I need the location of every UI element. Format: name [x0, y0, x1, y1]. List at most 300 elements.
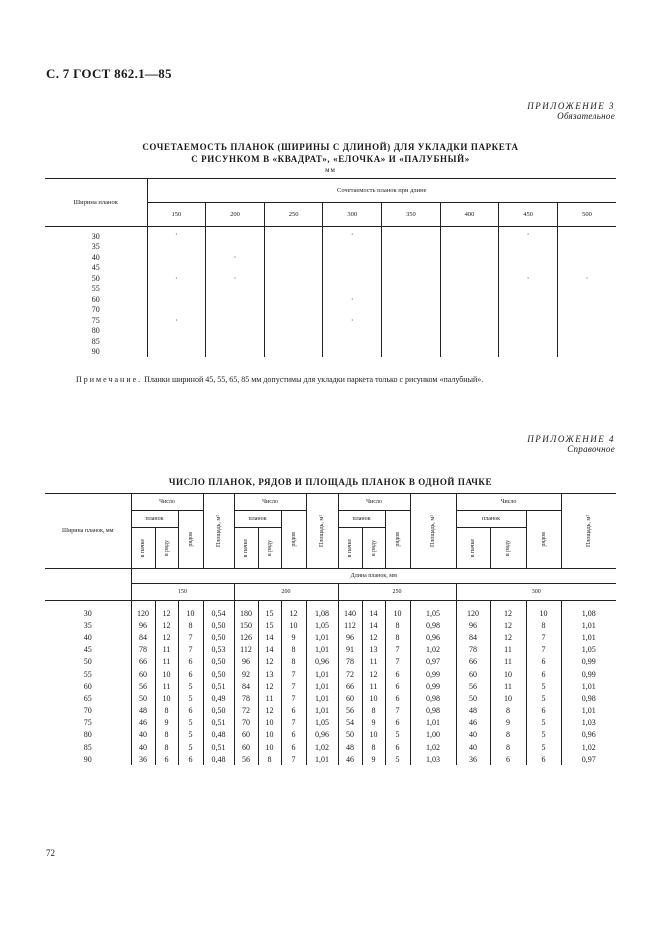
- width-header: [45, 494, 131, 569]
- width-value: 70: [45, 305, 147, 316]
- width-value: 40: [45, 252, 147, 263]
- compat-mark: [382, 347, 441, 358]
- planks-in-pack: 46: [456, 717, 490, 729]
- compat-mark: [557, 252, 616, 263]
- compat-mark: [206, 284, 265, 295]
- compat-mark: [206, 315, 265, 326]
- sub-label-text: в пачке: [347, 538, 353, 558]
- table1-row: [45, 242, 616, 253]
- compat-mark: [499, 315, 558, 326]
- length-header: Длина планок, мм: [131, 569, 616, 584]
- width-value: 45: [45, 644, 131, 656]
- table2-row: [45, 680, 616, 692]
- note-label: Примечание.: [76, 375, 143, 384]
- planks-in-pack: 96: [456, 619, 490, 631]
- sub-label-text: в ряду: [505, 539, 511, 557]
- area-value: 1,05: [306, 717, 338, 729]
- compat-mark: [557, 347, 616, 358]
- planks-in-pack: 66: [456, 656, 490, 668]
- planks-header: планок: [456, 511, 526, 528]
- compat-mark: [323, 273, 382, 284]
- width-value: 55: [45, 284, 147, 295]
- rows-count: 10: [385, 601, 410, 620]
- width-value: 80: [45, 729, 131, 741]
- compat-mark: [499, 263, 558, 274]
- table1-row: [45, 305, 616, 316]
- planks-in-row: 8: [362, 741, 385, 753]
- table1-row: [45, 263, 616, 274]
- planks-in-row: 12: [258, 705, 281, 717]
- planks-in-pack: 72: [338, 668, 362, 680]
- planks-in-pack: 36: [131, 753, 155, 765]
- compat-mark: ·: [323, 227, 382, 242]
- area-value: 0,51: [203, 741, 234, 753]
- compat-mark: ·: [147, 315, 206, 326]
- width-value: 70: [45, 705, 131, 717]
- planks-in-row: 9: [362, 717, 385, 729]
- area-value: 1,08: [306, 601, 338, 620]
- area-value: 0,48: [203, 729, 234, 741]
- area-header-text: Площадь, м²: [585, 515, 592, 547]
- width-value: 85: [45, 741, 131, 753]
- sub-label-text: в ряду: [163, 539, 170, 557]
- planks-in-pack: 150: [234, 619, 258, 631]
- compat-mark: [382, 252, 441, 263]
- width-value: 90: [45, 347, 147, 358]
- number-header: Число: [234, 494, 306, 511]
- planks-in-pack: 60: [234, 741, 258, 753]
- rows-count: 6: [385, 680, 410, 692]
- planks-in-row: 11: [362, 680, 385, 692]
- planks-in-row: 9: [490, 717, 526, 729]
- planks-in-pack: 70: [234, 717, 258, 729]
- planks-in-pack: 78: [338, 656, 362, 668]
- length-header: Сочетаемость планок при длине: [147, 179, 616, 203]
- compat-mark: [499, 347, 558, 358]
- table1-header-row: [45, 179, 616, 203]
- planks-in-row: 14: [362, 601, 385, 620]
- table1-row: [45, 294, 616, 305]
- area-value: 0,98: [581, 693, 596, 703]
- planks-in-pack: 46: [131, 717, 155, 729]
- compat-mark: [206, 294, 265, 305]
- area-value: 0,51: [203, 680, 234, 692]
- rows-count: 8: [281, 644, 306, 656]
- planks-in-row: 12: [490, 619, 526, 631]
- area-value: 1,03: [581, 718, 596, 728]
- in-pack-header: [456, 528, 490, 569]
- table2-row: [45, 741, 616, 753]
- rows-count: 6: [526, 668, 561, 680]
- planks-in-row: 12: [490, 631, 526, 643]
- compat-mark: [557, 294, 616, 305]
- compat-mark: [557, 315, 616, 326]
- width-value: 50: [45, 273, 147, 284]
- area-value: 1,05: [306, 619, 338, 631]
- rows-count-text: рядов: [394, 532, 401, 547]
- table2-header-row-1: [45, 494, 616, 511]
- planks-in-row: 6: [155, 753, 178, 765]
- compat-mark: [440, 252, 499, 263]
- compat-mark: [147, 347, 206, 358]
- rows-count: 5: [178, 717, 203, 729]
- area-value: 0,50: [203, 668, 234, 680]
- rows-count: 7: [385, 656, 410, 668]
- area-value: 0,99: [410, 668, 456, 680]
- compat-mark: [264, 294, 323, 305]
- rows-count-text: рядов: [540, 532, 547, 547]
- planks-in-row: 10: [490, 692, 526, 704]
- area-value: 0,98: [410, 705, 456, 717]
- appendix-4-status: Справочное: [567, 444, 615, 454]
- width-header: Ширина планок: [45, 179, 147, 227]
- area-value: 1,02: [410, 741, 456, 753]
- compat-mark: [264, 336, 323, 347]
- area-value: 1,01: [306, 753, 338, 765]
- area-header: [410, 494, 456, 569]
- rows-count: 6: [178, 656, 203, 668]
- page-header: С. 7 ГОСТ 862.1—85: [46, 66, 172, 81]
- area-value: 0,96: [306, 729, 338, 741]
- compat-mark: [499, 294, 558, 305]
- rows-count: 7: [178, 631, 203, 643]
- planks-in-pack: 40: [131, 729, 155, 741]
- rows-count: 8: [526, 619, 561, 631]
- table1-row: [45, 273, 616, 284]
- area-value: 0,53: [203, 644, 234, 656]
- rows-count: 6: [385, 692, 410, 704]
- planks-in-pack: 48: [338, 741, 362, 753]
- planks-in-row: 11: [155, 656, 178, 668]
- compat-mark: [147, 284, 206, 295]
- width-value: 55: [45, 668, 131, 680]
- area-value: 0,99: [581, 657, 596, 667]
- compat-mark: ·: [147, 227, 206, 242]
- area-header-text: Площадь, м²: [215, 515, 222, 547]
- compat-mark: [264, 347, 323, 358]
- area-value: 0,54: [203, 601, 234, 620]
- table1-row: [45, 336, 616, 347]
- rows-count-text: рядов: [187, 532, 194, 547]
- rows-count: 6: [178, 668, 203, 680]
- area-value: 0,98: [410, 692, 456, 704]
- table1-title-line2: С РИСУНКОМ В «КВАДРАТ», «ЕЛОЧКА» И «ПАЛУБНЫЙ»: [191, 154, 470, 164]
- planks-in-pack: 60: [456, 668, 490, 680]
- area-value: 1,08: [581, 608, 596, 618]
- table1-row: [45, 227, 616, 242]
- table1-row: [45, 315, 616, 326]
- sub-label-text: в пачке: [243, 538, 249, 558]
- table1-row: [45, 252, 616, 263]
- area-value: 1,02: [581, 742, 596, 752]
- rows-count: 6: [178, 705, 203, 717]
- rows-count: 9: [281, 631, 306, 643]
- compat-mark: [499, 252, 558, 263]
- packaging-table: [45, 493, 616, 765]
- compat-mark: [382, 227, 441, 242]
- compat-mark: [264, 326, 323, 337]
- planks-in-row: 11: [490, 656, 526, 668]
- planks-in-pack: 40: [456, 741, 490, 753]
- rows-count: 5: [526, 717, 561, 729]
- area-value: 1,01: [581, 681, 596, 691]
- compat-mark: [382, 284, 441, 295]
- rows-count: 7: [281, 753, 306, 765]
- area-header-text: Площадь, м²: [319, 515, 325, 547]
- length-200: 200: [206, 203, 265, 227]
- length-450: 450: [499, 203, 558, 227]
- area-header-text: Площадь, м²: [430, 515, 436, 547]
- rows-count: 5: [178, 741, 203, 753]
- compat-mark: ·: [206, 273, 265, 284]
- rows-count: 7: [281, 668, 306, 680]
- table2-row: [45, 656, 616, 668]
- area-value: 0,99: [410, 680, 456, 692]
- planks-in-row: 10: [258, 729, 281, 741]
- compat-mark: ·: [499, 273, 558, 284]
- planks-in-row: 12: [362, 668, 385, 680]
- rows-count: 5: [526, 729, 561, 741]
- compat-mark: [323, 242, 382, 253]
- compat-mark: [264, 252, 323, 263]
- planks-in-pack: 60: [338, 692, 362, 704]
- planks-in-row: 10: [258, 741, 281, 753]
- compat-mark: [557, 284, 616, 295]
- rows-count: 7: [385, 644, 410, 656]
- planks-in-pack: 78: [234, 692, 258, 704]
- rows-count: 12: [281, 601, 306, 620]
- area-value: 1,05: [410, 601, 456, 620]
- planks-in-pack: 56: [234, 753, 258, 765]
- rows-count: 5: [178, 692, 203, 704]
- table1-note: [76, 375, 483, 384]
- rows-count: 6: [526, 705, 561, 717]
- width-value: 80: [45, 326, 147, 337]
- table1-unit: мм: [325, 166, 336, 174]
- planks-in-pack: 78: [456, 644, 490, 656]
- planks-in-row: 11: [490, 644, 526, 656]
- table2-row: [45, 631, 616, 643]
- compat-mark: [147, 252, 206, 263]
- planks-in-row: 10: [362, 692, 385, 704]
- planks-in-row: 8: [155, 729, 178, 741]
- planks-in-pack: 84: [234, 680, 258, 692]
- rows-count: 5: [526, 741, 561, 753]
- planks-in-pack: 126: [234, 631, 258, 643]
- area-value: 1,03: [410, 753, 456, 765]
- area-value: 1,01: [306, 680, 338, 692]
- number-header: Число: [131, 494, 203, 511]
- compat-mark: [206, 326, 265, 337]
- compat-mark: [323, 347, 382, 358]
- rows-count: 5: [385, 753, 410, 765]
- planks-in-pack: 40: [131, 741, 155, 753]
- compat-mark: [440, 273, 499, 284]
- compat-mark: [382, 242, 441, 253]
- area-value: 0,51: [203, 717, 234, 729]
- area-value: 1,01: [306, 644, 338, 656]
- planks-in-row: 12: [258, 680, 281, 692]
- compat-mark: [557, 227, 616, 242]
- table2-length-row: [45, 584, 616, 601]
- length-300: 300: [323, 203, 382, 227]
- planks-in-pack: 56: [131, 680, 155, 692]
- in-row-header: [490, 528, 526, 569]
- compat-mark: [264, 273, 323, 284]
- rows-count: 5: [526, 692, 561, 704]
- compat-mark: [147, 305, 206, 316]
- compat-mark: ·: [323, 315, 382, 326]
- area-header: [306, 494, 338, 569]
- compat-mark: [499, 326, 558, 337]
- compat-mark: [147, 242, 206, 253]
- compat-mark: [440, 347, 499, 358]
- planks-in-row: 8: [490, 741, 526, 753]
- rows-count: 7: [178, 644, 203, 656]
- rows-count: 7: [526, 644, 561, 656]
- rows-count: 5: [178, 729, 203, 741]
- rows-count-header: [281, 511, 306, 569]
- blank-cell: [45, 584, 131, 601]
- area-value: 0,97: [581, 754, 596, 764]
- width-value: 45: [45, 263, 147, 274]
- planks-in-pack: 60: [131, 668, 155, 680]
- compat-mark: [557, 305, 616, 316]
- length-200: 200: [234, 584, 338, 601]
- area-value: 0,96: [306, 656, 338, 668]
- rows-count: 6: [385, 741, 410, 753]
- width-value: 85: [45, 336, 147, 347]
- compat-mark: [206, 227, 265, 242]
- page-number: 72: [46, 848, 55, 858]
- number-header: Число: [338, 494, 410, 511]
- planks-in-pack: 36: [456, 753, 490, 765]
- planks-in-row: 12: [490, 601, 526, 620]
- compat-mark: [440, 336, 499, 347]
- planks-in-pack: 60: [234, 729, 258, 741]
- rows-count: 5: [526, 680, 561, 692]
- width-value: 50: [45, 656, 131, 668]
- planks-in-pack: 56: [456, 680, 490, 692]
- planks-in-row: 9: [155, 717, 178, 729]
- table2-row: [45, 692, 616, 704]
- rows-count: 6: [281, 741, 306, 753]
- area-value: 1,01: [306, 692, 338, 704]
- planks-in-row: 10: [155, 692, 178, 704]
- in-pack-header: [234, 528, 258, 569]
- sub-label-text: в пачке: [470, 538, 476, 558]
- compat-mark: [499, 284, 558, 295]
- in-row-header: [155, 528, 178, 569]
- planks-in-pack: 56: [338, 705, 362, 717]
- compat-mark: [440, 227, 499, 242]
- compat-mark: [147, 263, 206, 274]
- compat-mark: [206, 242, 265, 253]
- width-value: 75: [45, 717, 131, 729]
- area-value: 1,01: [306, 631, 338, 643]
- length-300: 300: [456, 584, 616, 601]
- rows-count: 7: [281, 717, 306, 729]
- planks-in-pack: 96: [338, 631, 362, 643]
- rows-count: 6: [526, 753, 561, 765]
- area-value: 1,00: [410, 729, 456, 741]
- length-350: 350: [382, 203, 441, 227]
- in-row-header: [258, 528, 281, 569]
- compat-mark: [440, 326, 499, 337]
- appendix-3-label: ПРИЛОЖЕНИЕ 3: [527, 101, 615, 111]
- compat-mark: [264, 227, 323, 242]
- in-pack-header: [338, 528, 362, 569]
- planks-in-pack: 66: [131, 656, 155, 668]
- compat-mark: ·: [323, 294, 382, 305]
- area-value: 1,01: [306, 668, 338, 680]
- planks-in-row: 8: [258, 753, 281, 765]
- compat-mark: [382, 336, 441, 347]
- area-value: 0,50: [203, 631, 234, 643]
- compat-mark: [382, 305, 441, 316]
- planks-in-pack: 50: [456, 692, 490, 704]
- rows-count: 6: [526, 656, 561, 668]
- table2-length-header-row: [45, 569, 616, 584]
- area-value: 0,98: [410, 619, 456, 631]
- in-row-header: [362, 528, 385, 569]
- compat-mark: [323, 284, 382, 295]
- length-400: 400: [440, 203, 499, 227]
- note-text: Планки шириной 45, 55, 65, 85 мм допустимы для укладки паркета только с рисунком «палубный».: [144, 375, 484, 384]
- table2-row: [45, 717, 616, 729]
- compat-mark: [323, 305, 382, 316]
- area-value: 1,02: [306, 741, 338, 753]
- rows-count: 8: [178, 619, 203, 631]
- planks-in-pack: 54: [338, 717, 362, 729]
- area-value: 0,48: [203, 753, 234, 765]
- compat-mark: [323, 263, 382, 274]
- planks-in-pack: 46: [338, 753, 362, 765]
- planks-in-row: 15: [258, 601, 281, 620]
- compat-mark: [382, 315, 441, 326]
- compat-mark: [206, 336, 265, 347]
- planks-in-pack: 91: [338, 644, 362, 656]
- rows-count: 8: [385, 631, 410, 643]
- compat-mark: [147, 336, 206, 347]
- length-250: 250: [264, 203, 323, 227]
- table1-row: [45, 284, 616, 295]
- planks-in-pack: 48: [131, 705, 155, 717]
- planks-in-row: 6: [490, 753, 526, 765]
- area-value: 1,01: [581, 620, 596, 630]
- compat-mark: [264, 263, 323, 274]
- compat-mark: [323, 336, 382, 347]
- area-header: [203, 494, 234, 569]
- compat-mark: [440, 242, 499, 253]
- compat-mark: ·: [206, 252, 265, 263]
- table1-title: [0, 141, 661, 165]
- compat-mark: [382, 326, 441, 337]
- appendix-3-status: Обязательное: [557, 111, 615, 121]
- width-value: 60: [45, 680, 131, 692]
- planks-in-pack: 84: [456, 631, 490, 643]
- table2-row: [45, 619, 616, 631]
- rows-count: 8: [385, 619, 410, 631]
- rows-count: 10: [178, 601, 203, 620]
- sub-label-text: в пачке: [140, 538, 146, 558]
- area-value: 0,49: [203, 692, 234, 704]
- rows-count: 6: [385, 717, 410, 729]
- planks-in-row: 11: [362, 656, 385, 668]
- area-value: 1,01: [306, 705, 338, 717]
- planks-in-pack: 120: [456, 601, 490, 620]
- planks-in-row: 8: [155, 705, 178, 717]
